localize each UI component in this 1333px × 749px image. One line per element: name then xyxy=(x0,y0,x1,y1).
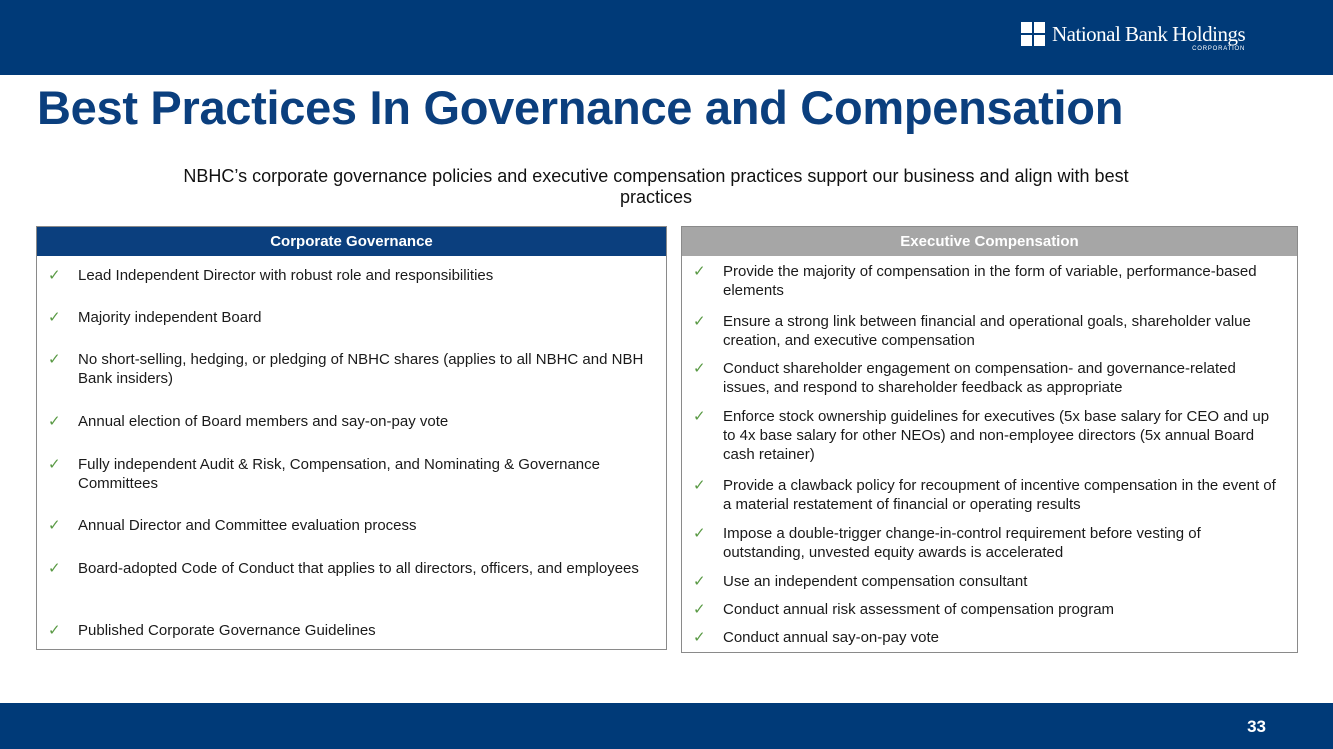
list-item: ✓ Impose a double-trigger change-in-control requirement before vesting of outstanding, unvested equity awards is accelerated xyxy=(693,525,1201,561)
check-icon: ✓ xyxy=(693,313,706,330)
footer-bar xyxy=(0,703,1333,749)
logo-subtitle: CORPORATION xyxy=(1192,46,1246,52)
check-icon: ✓ xyxy=(48,456,61,473)
list-item: ✓ Enforce stock ownership guidelines for executives (5x base salary for CEO and up to 4x base salary for other NEOs) and non-employee directors (5x annual Board cash retainer) xyxy=(693,408,1270,463)
page-number: 33 xyxy=(1247,717,1266,736)
check-icon: ✓ xyxy=(693,601,706,618)
logo-squares-icon xyxy=(1021,22,1045,46)
list-item: ✓ Majority independent Board xyxy=(48,309,262,326)
slide-title: Best Practices In Governance and Compensation xyxy=(37,81,1124,134)
list-item: ✓ Board-adopted Code of Conduct that applies to all directors, officers, and employees xyxy=(48,560,639,577)
check-icon: ✓ xyxy=(48,560,61,577)
check-icon: ✓ xyxy=(48,413,61,430)
corporate-governance-panel xyxy=(36,226,667,650)
list-item: ✓ Conduct shareholder engagement on compensation- and governance-related issues, and respond to shareholder feedback as appropriate xyxy=(693,360,1236,396)
list-item: ✓ Published Corporate Governance Guidelines xyxy=(48,622,376,639)
list-item: ✓ Annual election of Board members and say-on-pay vote xyxy=(48,413,449,430)
company-logo xyxy=(1021,22,1245,53)
slide-subtitle: NBHC’s corporate governance policies and executive compensation practices support our business and align with best practices xyxy=(183,166,1129,207)
list-item: ✓ Annual Director and Committee evaluation process xyxy=(48,517,417,534)
check-icon: ✓ xyxy=(48,622,61,639)
list-item: ✓ Provide the majority of compensation in the form of variable, performance-based elements xyxy=(693,263,1257,299)
list-item: ✓ No short-selling, hedging, or pledging of NBHC shares (applies to all NBHC and NBH Bank insiders) xyxy=(48,351,644,387)
check-icon: ✓ xyxy=(693,477,706,494)
list-item: ✓ Use an independent compensation consultant xyxy=(693,573,1028,590)
top-banner xyxy=(0,0,1333,75)
check-icon: ✓ xyxy=(693,525,706,542)
list-item: ✓ Ensure a strong link between financial and operational goals, shareholder value creation, and executive compensation xyxy=(693,313,1251,349)
check-icon: ✓ xyxy=(693,629,706,646)
executive-compensation-header: Executive Compensation xyxy=(682,227,1297,256)
list-item: ✓ Conduct annual risk assessment of compensation program xyxy=(693,601,1115,618)
logo-name: National Bank Holdings xyxy=(1052,22,1246,46)
check-icon: ✓ xyxy=(48,351,61,368)
list-item: ✓ Lead Independent Director with robust role and responsibilities xyxy=(48,267,494,284)
executive-compensation-panel xyxy=(681,226,1298,653)
check-icon: ✓ xyxy=(48,517,61,534)
check-icon: ✓ xyxy=(693,360,706,377)
check-icon: ✓ xyxy=(48,267,61,284)
check-icon: ✓ xyxy=(48,309,61,326)
list-item: ✓ Fully independent Audit & Risk, Compensation, and Nominating & Governance Committees xyxy=(48,456,600,492)
corporate-governance-header: Corporate Governance xyxy=(37,227,666,256)
check-icon: ✓ xyxy=(693,263,706,280)
list-item: ✓ Conduct annual say-on-pay vote xyxy=(693,629,939,646)
check-icon: ✓ xyxy=(693,408,706,425)
list-item: ✓ Provide a clawback policy for recoupment of incentive compensation in the event of a material restatement of financial or operating results xyxy=(693,477,1276,513)
check-icon: ✓ xyxy=(693,573,706,590)
